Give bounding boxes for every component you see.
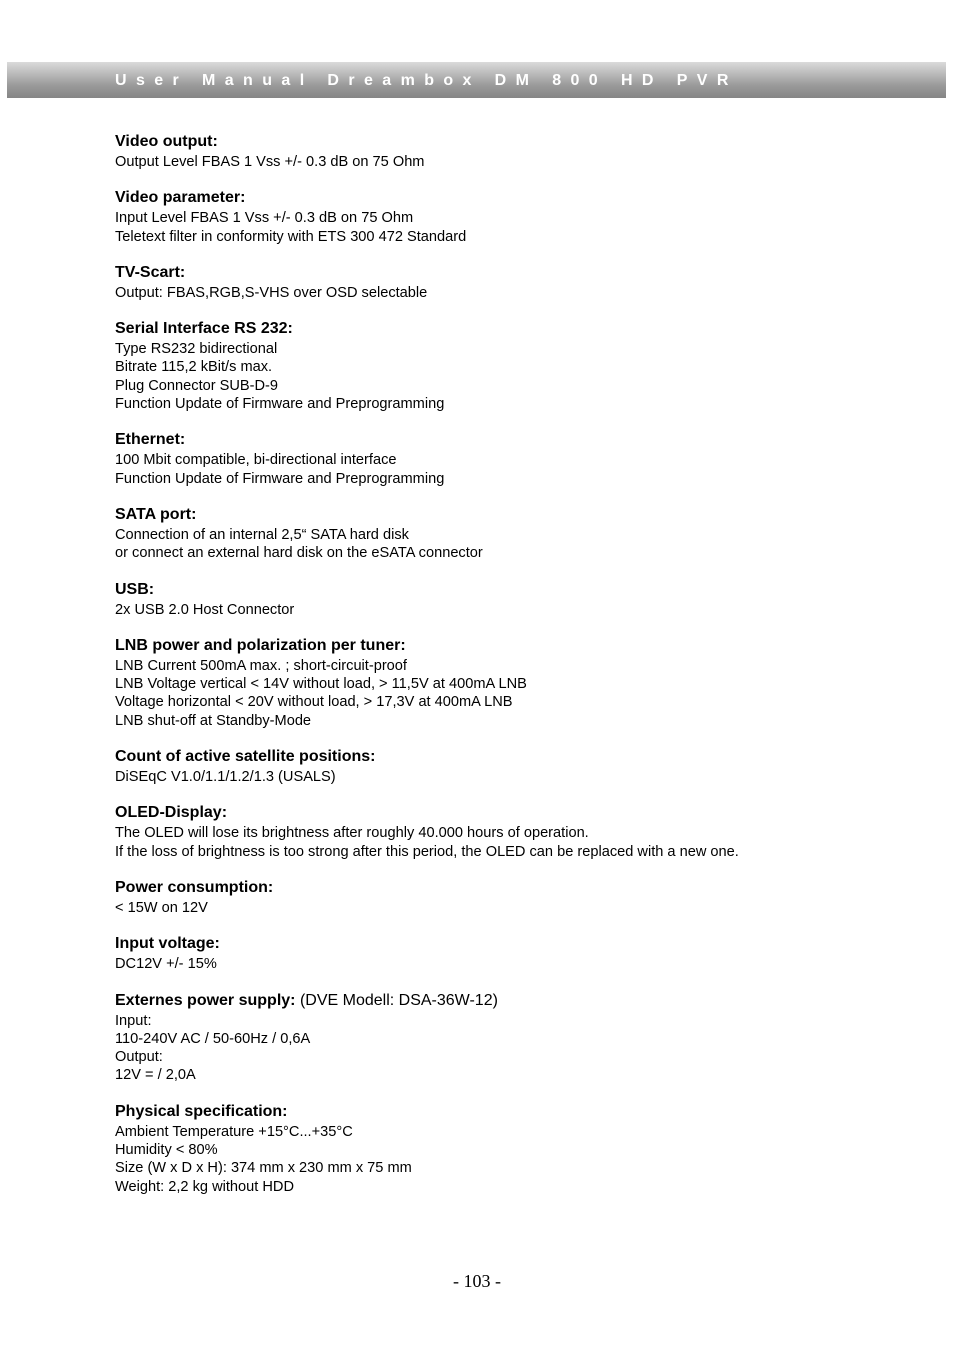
section-heading-text: Externes power supply: bbox=[115, 991, 296, 1009]
section-heading: Serial Interface RS 232: bbox=[115, 320, 293, 338]
section-line: Plug Connector SUB-D-9 bbox=[115, 377, 279, 394]
section-oled-display bbox=[115, 804, 915, 861]
section-line: Connection of an internal 2,5“ SATA hard disk bbox=[115, 526, 409, 543]
section-heading: Video parameter: bbox=[115, 189, 246, 207]
section-line: Output Level FBAS 1 Vss +/- 0.3 dB on 75 Ohm bbox=[115, 154, 425, 170]
section-line: Output: bbox=[115, 1049, 163, 1066]
section-line: Weight: 2,2 kg without HDD bbox=[115, 1178, 294, 1195]
section-power-consumption bbox=[115, 879, 915, 917]
section-line: Input: bbox=[115, 1012, 152, 1029]
section-line: Function Update of Firmware and Preprogramming bbox=[115, 470, 445, 487]
section-sata-port bbox=[115, 506, 915, 563]
section-line: 110-240V AC / 50-60Hz / 0,6A bbox=[115, 1030, 311, 1047]
section-lnb-power bbox=[115, 637, 915, 730]
section-line: Input Level FBAS 1 Vss +/- 0.3 dB on 75 Ohm bbox=[115, 210, 414, 227]
section-line: Humidity < 80% bbox=[115, 1142, 218, 1159]
section-heading: SATA port: bbox=[115, 505, 197, 523]
section-line: LNB Current 500mA max. ; short-circuit-proof bbox=[115, 657, 407, 674]
section-satellite-positions bbox=[115, 748, 915, 786]
section-line: Voltage horizontal < 20V without load, > 17,3V at 400mA LNB bbox=[115, 694, 513, 711]
section-line: Ambient Temperature +15°C...+35°C bbox=[115, 1123, 353, 1140]
section-heading: Power consumption: bbox=[115, 878, 274, 896]
section-input-voltage bbox=[115, 935, 915, 973]
section-video-output bbox=[115, 133, 915, 171]
section-heading: Physical specification: bbox=[115, 1102, 288, 1120]
section-heading bbox=[115, 992, 915, 1010]
section-line: If the loss of brightness is too strong after this period, the OLED can be replaced with a new one. bbox=[115, 843, 739, 860]
section-heading: Ethernet: bbox=[115, 431, 186, 449]
section-heading: TV-Scart: bbox=[115, 263, 186, 281]
section-line: Size (W x D x H): 374 mm x 230 mm x 75 mm bbox=[115, 1160, 412, 1177]
spec-content bbox=[115, 133, 915, 1214]
header-title: User Manual Dreambox DM 800 HD PVR bbox=[115, 72, 738, 89]
section-ethernet bbox=[115, 431, 915, 488]
section-video-parameter bbox=[115, 189, 915, 246]
section-heading: Input voltage: bbox=[115, 935, 220, 953]
section-line: DC12V +/- 15% bbox=[115, 956, 217, 973]
section-heading-note: (DVE Modell: DSA-36W-12) bbox=[295, 991, 498, 1009]
section-serial-interface bbox=[115, 320, 915, 413]
section-heading: OLED-Display: bbox=[115, 804, 228, 822]
section-heading: USB: bbox=[115, 580, 155, 598]
header-bar bbox=[7, 62, 946, 98]
section-line: The OLED will lose its brightness after roughly 40.000 hours of operation. bbox=[115, 825, 589, 842]
section-line: Bitrate 115,2 kBit/s max. bbox=[115, 359, 273, 376]
section-usb bbox=[115, 581, 915, 619]
section-line: Function Update of Firmware and Preprogramming bbox=[115, 396, 445, 413]
section-line: Type RS232 bidirectional bbox=[115, 341, 278, 358]
section-external-power-supply bbox=[115, 992, 915, 1085]
section-heading: Count of active satellite positions: bbox=[115, 748, 376, 766]
section-heading: LNB power and polarization per tuner: bbox=[115, 636, 406, 654]
section-heading: Video output: bbox=[115, 133, 218, 150]
section-physical-specification bbox=[115, 1103, 915, 1196]
section-line: < 15W on 12V bbox=[115, 899, 208, 916]
page-number: - 103 - bbox=[453, 1271, 501, 1291]
section-line: Teletext filter in conformity with ETS 300 472 Standard bbox=[115, 228, 467, 245]
section-line: LNB Voltage vertical < 14V without load, > 11,5V at 400mA LNB bbox=[115, 676, 527, 693]
section-line: or connect an external hard disk on the eSATA connector bbox=[115, 545, 483, 562]
section-line: 2x USB 2.0 Host Connector bbox=[115, 601, 295, 618]
section-line: 12V = / 2,0A bbox=[115, 1067, 196, 1084]
section-line: 100 Mbit compatible, bi-directional interface bbox=[115, 452, 397, 469]
section-tv-scart bbox=[115, 264, 915, 302]
section-line: DiSEqC V1.0/1.1/1.2/1.3 (USALS) bbox=[115, 769, 336, 786]
section-line: LNB shut-off at Standby-Mode bbox=[115, 712, 312, 729]
section-line: Output: FBAS,RGB,S-VHS over OSD selectable bbox=[115, 284, 428, 301]
